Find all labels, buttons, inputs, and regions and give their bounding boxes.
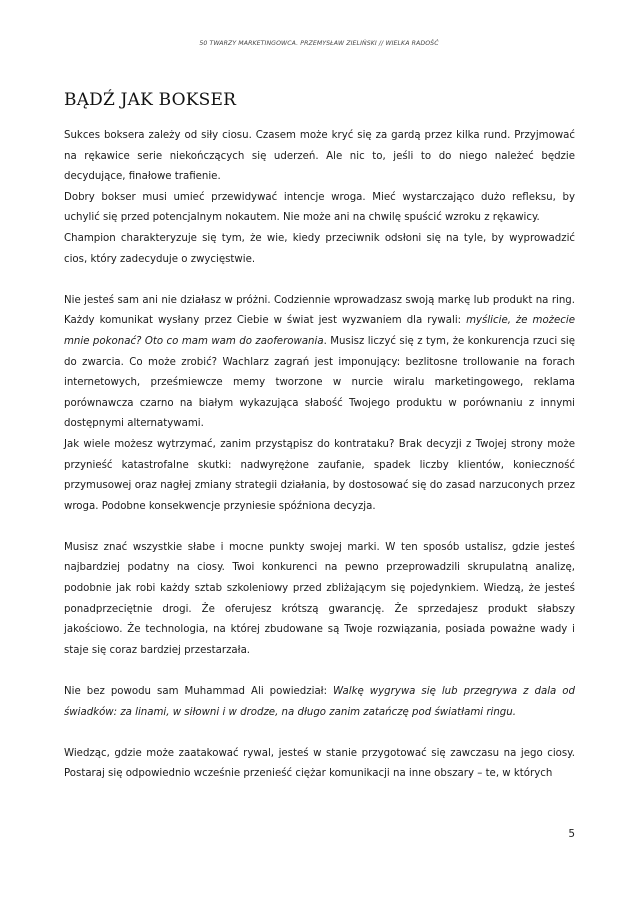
paragraph-1: Sukces boksera zależy od siły ciosu. Czasem może kryć się za gardą przez kilka rund. Przyjmować na rękawice serie niekończących się uderzeń. Ale nic to, jeśli to do niego należeć będzie decydujące, finałowe trafienie. — [64, 130, 575, 183]
paragraph-4 — [64, 291, 575, 435]
running-header: 50 TWARZY MARKETINGOWCA. PRZEMYSŁAW ZIELIŃSKI // WIELKA RADOŚĆ — [199, 40, 439, 47]
page-number: 5 — [568, 828, 575, 840]
paragraph-5: Jak wiele możesz wytrzymać, zanim przystąpisz do kontrataku? Brak decyzji z Twojej strony może przynieść katastrofalne skutki: nadwyrężone zaufanie, spadek liczby klientów, konieczność przymusowej oraz nagłej zmiany strategii działania, by dostosować się do zasad narzuconych przez wroga. Podobne konsekwencje przyniesie spóźniona decyzja. — [64, 438, 575, 512]
paragraph-7-text: Nie bez powodu sam Muhammad Ali powiedział: — [64, 686, 334, 698]
body-text — [64, 126, 575, 785]
paragraph-8: Wiedząc, gdzie może zaatakować rywal, jesteś w stanie przygotować się zawczasu na jego ciosy. Postaraj się odpowiednio wcześnie przenieść ciężar komunikacji na inne obszary – te, w których — [64, 747, 575, 780]
paragraph-6: Musisz znać wszystkie słabe i mocne punkty swojej marki. W ten sposób ustalisz, gdzie jesteś najbardziej podatny na ciosy. Twoi konkurenci na pewno przeprowadzili skrupulatną analizę, podobnie jak robi każdy sztab szkoleniowy przed zbliżającym się pojedynkiem. Wiedzą, że jesteś ponadprzeciętnie drogi. Że oferujesz krótszą gwarancję. Że sprzedajesz produkt słabszy jakościowo. Że technologia, na której zbudowane są Twoje rozwiązania, posiada poważne wady i staje się coraz bardziej przestarzała. — [64, 541, 575, 656]
paragraph-4-italic: myślicie, że możecie mnie pokonać? Oto co mam wam do zaoferowania — [64, 315, 576, 347]
paragraph-7-quote: Walkę wygrywa się lub przegrywa z dala od świadków: za linami, w siłowni i w drodze, na długo zanim zatańczę pod światłami ringu. — [64, 686, 576, 718]
paragraph-4-text-b: . Musisz liczyć się z tym, że konkurencja rzuci się do zwarcia. Co może zrobić? Wachlarz zagrań jest imponujący: bezlitosne trollowanie na forach internetowych, prześmiewcze memy tworzone w nurcie wiralu marketingowego, reklama porównawcza czarno na białym wykazująca słabość Twojego produktu w porównaniu z innymi dostępnymi alternatywami. — [64, 335, 575, 430]
paragraph-7 — [64, 682, 575, 723]
chapter-title: BĄDŹ JAK BOKSER — [64, 90, 237, 110]
paragraph-3: Champion charakteryzuje się tym, że wie, kiedy przeciwnik odsłoni się na tyle, by wyprowadzić cios, który zadecyduje o zwycięstwie. — [64, 232, 575, 265]
paragraph-4-text-a: Nie jesteś sam ani nie działasz w próżni. Codziennie wprowadzasz swoją markę lub produkt na ring. Każdy komunikat wysłany przez Ciebie w świat jest wyzwaniem dla rywali: — [64, 294, 575, 327]
paragraph-2: Dobry bokser musi umieć przewidywać intencje wroga. Mieć wystarczająco dużo refleksu, by uchylić się przed potencjalnym nokautem. Nie może ani na chwilę spuścić wzroku z rękawicy. — [64, 191, 575, 224]
